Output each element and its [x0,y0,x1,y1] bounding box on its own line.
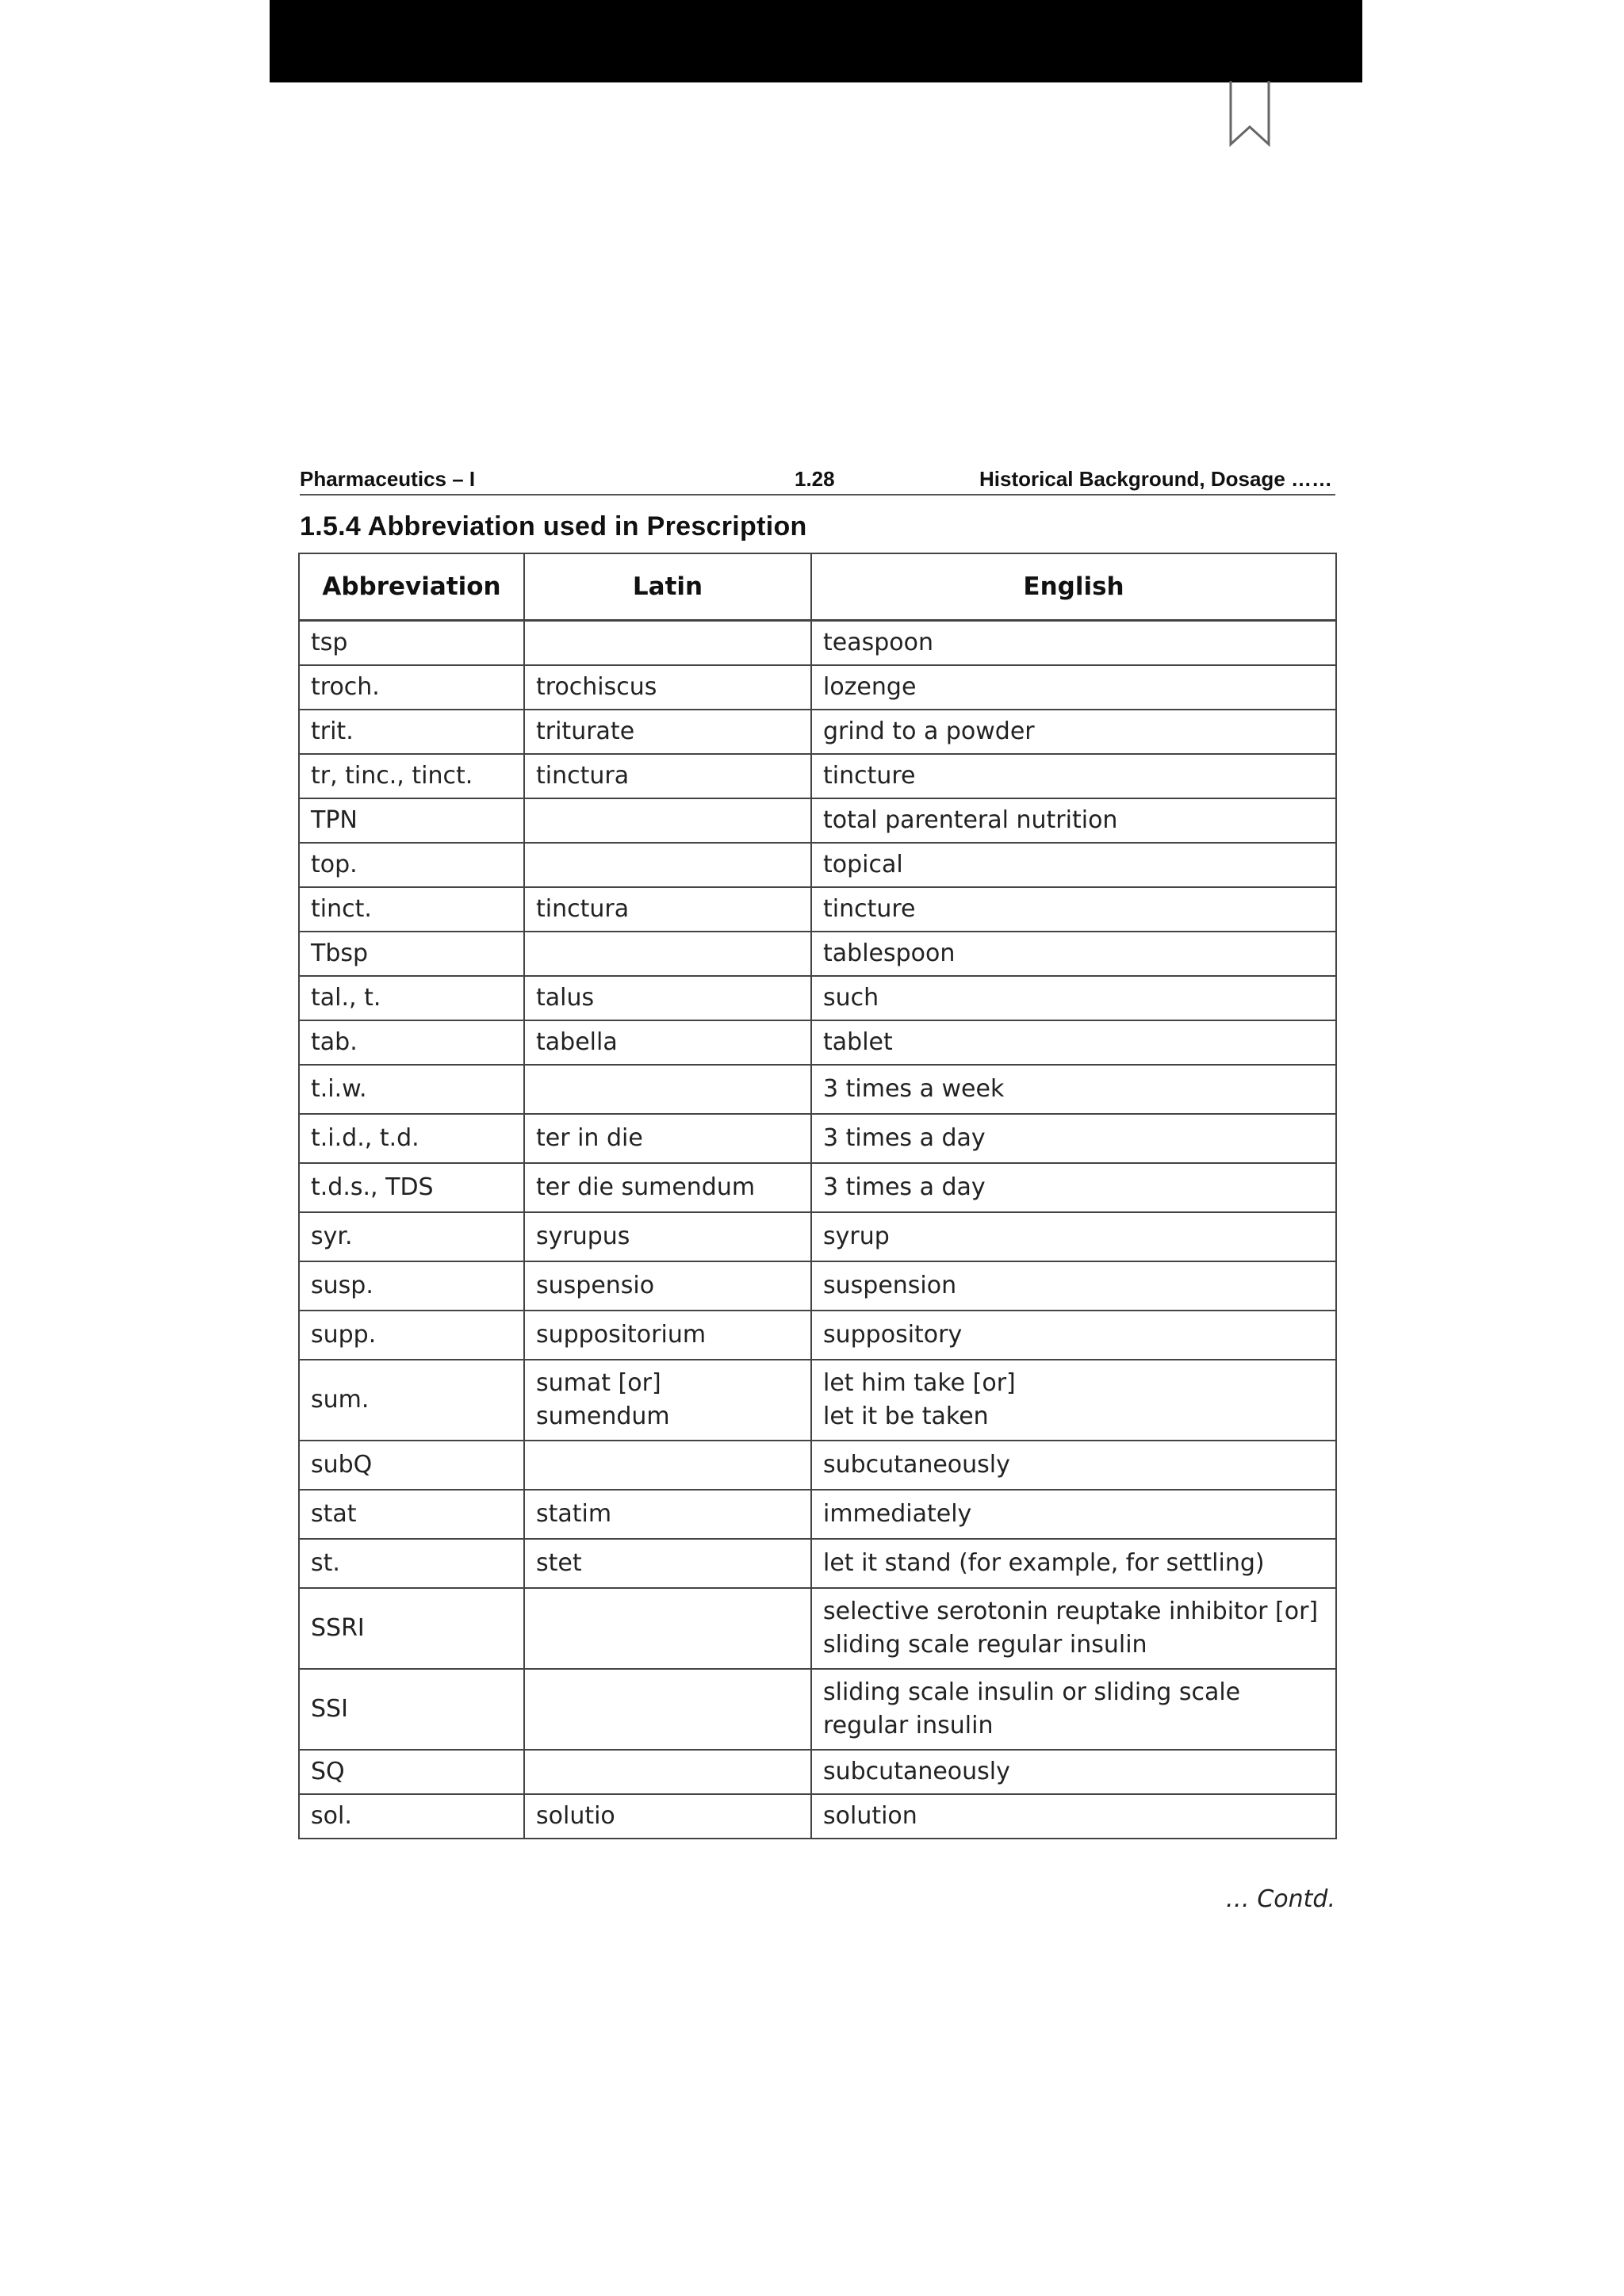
column-header-english: English [811,553,1336,621]
english-cell: such [811,976,1336,1020]
abbreviation-cell: t.i.w. [299,1065,524,1114]
latin-cell [524,1669,811,1750]
english-cell: topical [811,843,1336,887]
latin-cell: sumat [or] sumendum [524,1360,811,1441]
table-row [299,1114,1336,1163]
english-cell: let him take [or] let it be taken [811,1360,1336,1441]
abbreviation-cell: stat [299,1490,524,1539]
abbreviation-cell: troch. [299,665,524,710]
latin-cell [524,1441,811,1490]
latin-cell: triturate [524,710,811,754]
table-row [299,1163,1336,1212]
column-header-abbreviation: Abbreviation [299,553,524,621]
table-row [299,1794,1336,1839]
latin-cell: talus [524,976,811,1020]
abbreviation-cell: top. [299,843,524,887]
latin-cell: ter die sumendum [524,1163,811,1212]
table-row [299,843,1336,887]
latin-cell: tinctura [524,754,811,798]
section-heading: 1.5.4 Abbreviation used in Prescription [300,511,807,541]
latin-cell: syrupus [524,1212,811,1261]
table-row [299,1311,1336,1360]
latin-cell: suspensio [524,1261,811,1311]
abbreviation-cell: SSI [299,1669,524,1750]
table-row [299,1020,1336,1065]
latin-cell: stet [524,1539,811,1588]
table-row [299,1212,1336,1261]
top-black-bar [270,0,1362,82]
english-cell: subcutaneously [811,1750,1336,1794]
english-cell: sliding scale insulin or sliding scale regular insulin [811,1669,1336,1750]
abbreviation-cell: t.d.s., TDS [299,1163,524,1212]
english-cell: tablespoon [811,932,1336,976]
english-cell: tincture [811,887,1336,932]
latin-cell [524,621,811,666]
table-row [299,665,1336,710]
abbreviation-cell: t.i.d., t.d. [299,1114,524,1163]
book-title: Pharmaceutics – I [300,467,476,491]
continued-note: … Contd. [1225,1885,1335,1913]
english-cell: 3 times a day [811,1114,1336,1163]
english-cell: subcutaneously [811,1441,1336,1490]
english-cell: tablet [811,1020,1336,1065]
table-header-row [299,553,1336,621]
abbreviation-cell: trit. [299,710,524,754]
abbreviation-cell: SSRI [299,1588,524,1669]
latin-cell: ter in die [524,1114,811,1163]
table-row [299,1360,1336,1441]
latin-cell: trochiscus [524,665,811,710]
latin-cell [524,1750,811,1794]
latin-cell [524,1065,811,1114]
abbreviation-cell: Tbsp [299,932,524,976]
english-cell: selective serotonin reuptake inhibitor [or] sliding scale regular insulin [811,1588,1336,1669]
english-cell: syrup [811,1212,1336,1261]
table-row [299,1669,1336,1750]
table-row [299,621,1336,666]
latin-cell: tabella [524,1020,811,1065]
table-row [299,710,1336,754]
table-row [299,798,1336,843]
english-cell: 3 times a day [811,1163,1336,1212]
abbreviation-cell: tr, tinc., tinct. [299,754,524,798]
table-row [299,1588,1336,1669]
abbreviation-cell: supp. [299,1311,524,1360]
table-row [299,1441,1336,1490]
abbreviation-cell: tal., t. [299,976,524,1020]
latin-cell [524,932,811,976]
abbreviation-cell: tinct. [299,887,524,932]
abbreviation-table [298,553,1337,1839]
abbreviation-cell: st. [299,1539,524,1588]
table-row [299,976,1336,1020]
table-row [299,1261,1336,1311]
bookmark-icon[interactable] [1228,79,1272,147]
abbreviation-cell: SQ [299,1750,524,1794]
abbreviation-cell: sum. [299,1360,524,1441]
english-cell: teaspoon [811,621,1336,666]
abbreviation-cell: tsp [299,621,524,666]
table-row [299,887,1336,932]
page-number: 1.28 [795,467,835,491]
abbreviation-cell: subQ [299,1441,524,1490]
english-cell: tincture [811,754,1336,798]
table-row [299,1065,1336,1114]
running-header [300,464,1335,496]
table-row [299,1750,1336,1794]
english-cell: grind to a powder [811,710,1336,754]
english-cell: let it stand (for example, for settling) [811,1539,1336,1588]
latin-cell [524,843,811,887]
table-row [299,932,1336,976]
english-cell: solution [811,1794,1336,1839]
english-cell: suppository [811,1311,1336,1360]
abbreviation-cell: tab. [299,1020,524,1065]
latin-cell: suppositorium [524,1311,811,1360]
abbreviation-cell: susp. [299,1261,524,1311]
abbreviation-cell: sol. [299,1794,524,1839]
abbreviation-cell: TPN [299,798,524,843]
abbreviation-cell: syr. [299,1212,524,1261]
english-cell: 3 times a week [811,1065,1336,1114]
table-row [299,1539,1336,1588]
latin-cell: tinctura [524,887,811,932]
latin-cell [524,798,811,843]
chapter-title: Historical Background, Dosage …… [979,467,1332,491]
english-cell: immediately [811,1490,1336,1539]
column-header-latin: Latin [524,553,811,621]
english-cell: lozenge [811,665,1336,710]
english-cell: total parenteral nutrition [811,798,1336,843]
latin-cell: statim [524,1490,811,1539]
latin-cell: solutio [524,1794,811,1839]
english-cell: suspension [811,1261,1336,1311]
table-row [299,1490,1336,1539]
table-row [299,754,1336,798]
latin-cell [524,1588,811,1669]
